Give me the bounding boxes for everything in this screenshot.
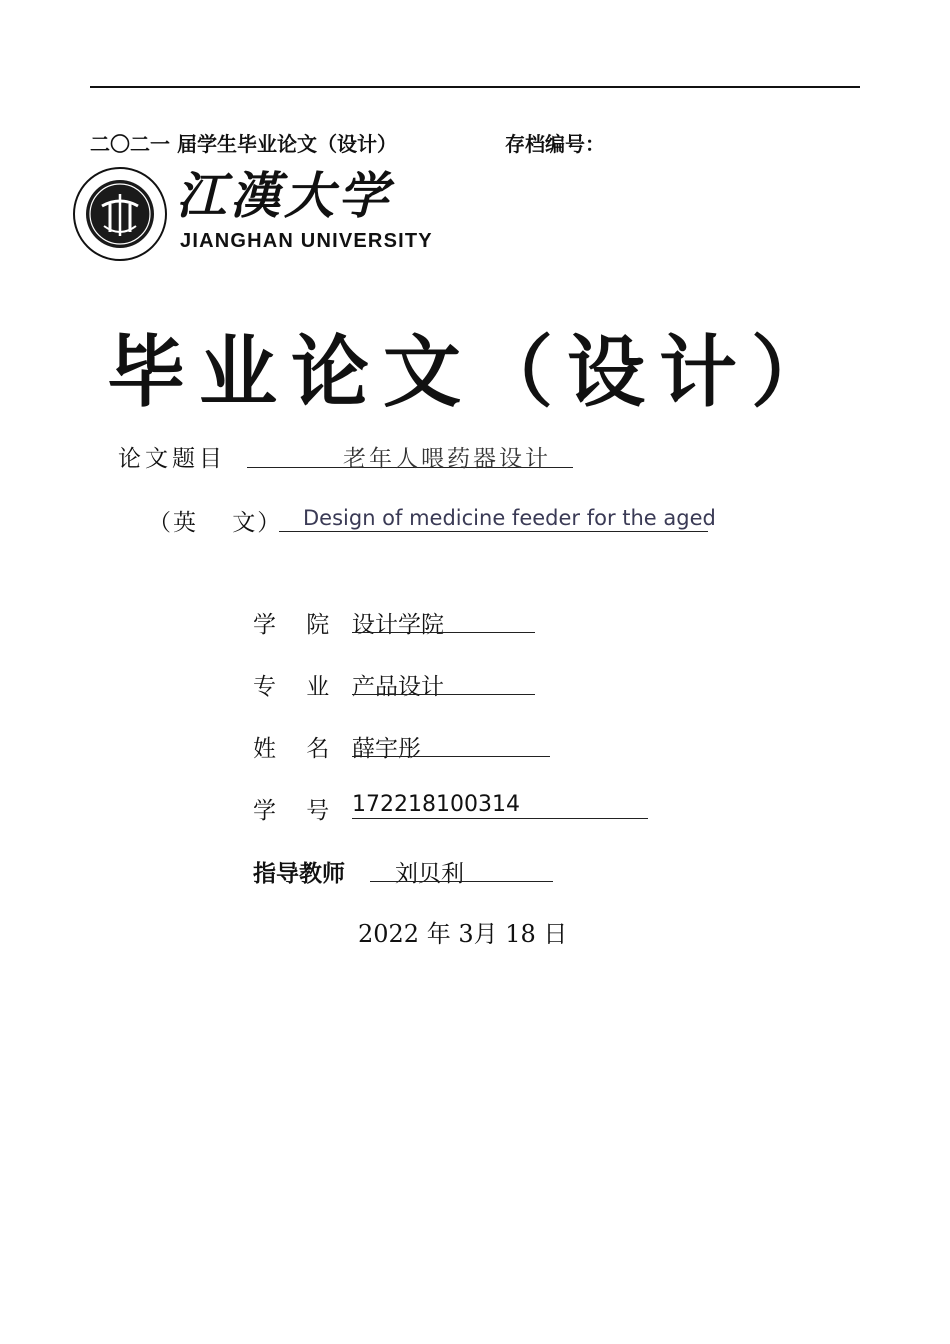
thesis-title-label: 论文题目 — [118, 446, 226, 472]
advisor-underline — [370, 881, 553, 882]
name-label: 姓 名 — [253, 736, 330, 762]
thesis-english-value: Design of medicine feeder for the aged — [303, 506, 716, 530]
university-logo — [72, 166, 472, 262]
university-seal-icon — [72, 166, 168, 262]
college-underline — [352, 632, 535, 633]
student-id-value: 172218100314 — [352, 792, 520, 817]
page-title: 毕业论文（设计） — [106, 327, 843, 418]
major-value: 产品设计 — [352, 674, 444, 700]
name-value: 薛宇彤 — [352, 736, 421, 762]
submission-date: 2022 年 3月 18 日 — [358, 920, 568, 948]
session-header: 二〇二一 届学生毕业论文（设计） — [90, 132, 397, 156]
thesis-title-value: 老年人喂药器设计 — [343, 446, 551, 472]
archive-number-label: 存档编号： — [505, 132, 605, 156]
major-underline — [352, 694, 535, 695]
thesis-english-label: （英 文） — [148, 510, 283, 536]
college-label: 学 院 — [253, 612, 330, 638]
student-id-underline — [352, 818, 648, 819]
university-name-cn: 江漢大学 — [176, 166, 392, 225]
student-id-label: 学 号 — [253, 798, 330, 824]
name-underline — [352, 756, 550, 757]
major-label: 专 业 — [253, 674, 330, 700]
university-name-en: JIANGHAN UNIVERSITY — [180, 230, 433, 252]
advisor-value: 刘贝利 — [395, 861, 464, 887]
college-value: 设计学院 — [352, 612, 444, 638]
advisor-label: 指导教师 — [253, 860, 345, 887]
thesis-english-underline — [279, 531, 708, 532]
top-rule — [90, 86, 860, 88]
